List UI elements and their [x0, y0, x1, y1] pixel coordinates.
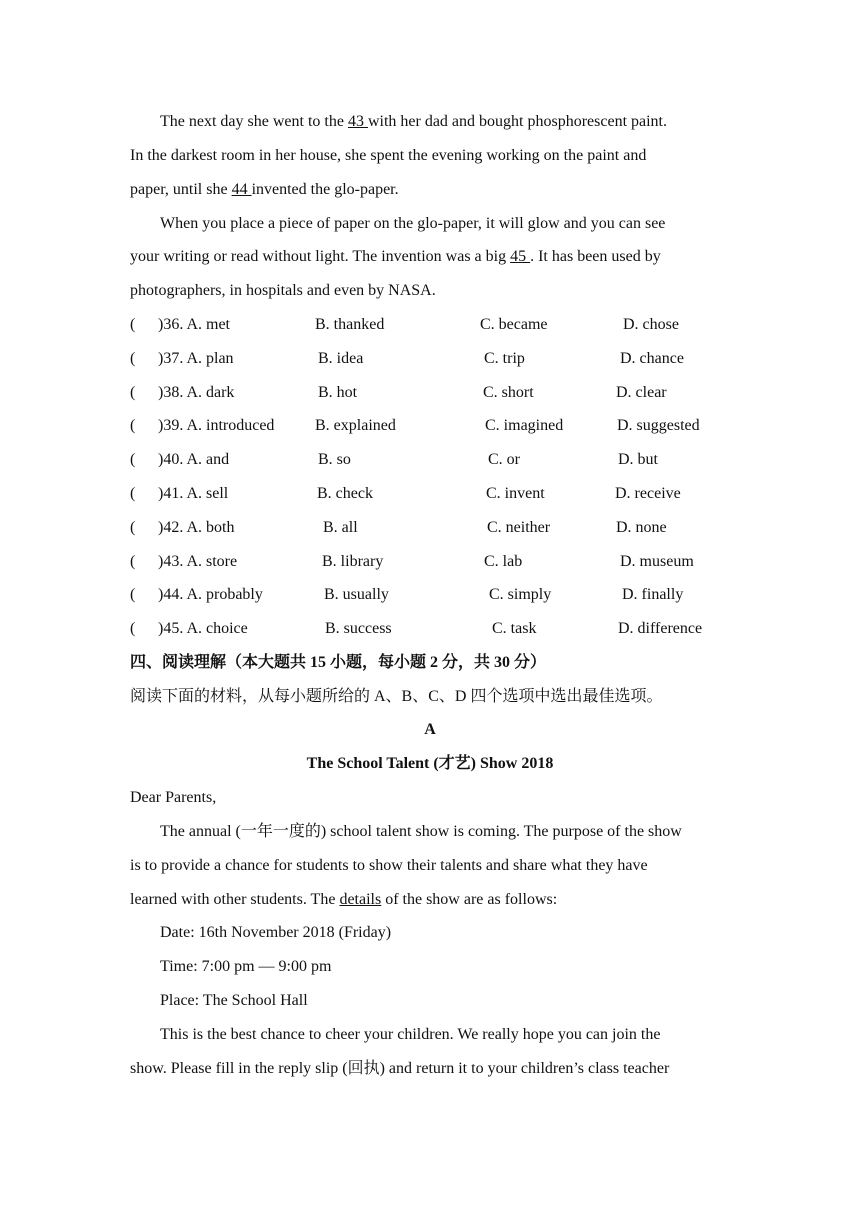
option-c: C. or	[488, 451, 520, 468]
event-place: Place: The School Hall	[160, 992, 308, 1009]
greeting: Dear Parents,	[130, 789, 217, 806]
event-time: Time: 7:00 pm — 9:00 pm	[160, 958, 332, 975]
option-a: )42. A. both	[158, 519, 235, 536]
text: learned with other students. The	[130, 891, 340, 908]
option-c: C. lab	[484, 553, 523, 570]
text: of the show are as follows:	[381, 891, 558, 908]
option-a: )41. A. sell	[158, 485, 229, 502]
option-b: B. so	[318, 451, 351, 468]
text: with her dad and bought phosphorescent paint.	[367, 113, 667, 130]
answer-paren[interactable]: (	[130, 553, 136, 570]
section-instruction: 阅读下面的材料，从每小题所给的 A、B、C、D 四个选项中选出最佳选项。	[130, 688, 663, 705]
option-a: )38. A. dark	[158, 384, 235, 401]
option-c: C. trip	[484, 350, 525, 367]
option-c: C. short	[483, 384, 534, 401]
passage-line: When you place a piece of paper on the glo-paper, it will glow and you can see	[160, 215, 666, 232]
option-d: D. none	[616, 519, 667, 536]
option-a: )40. A. and	[158, 451, 230, 468]
option-a: )36. A. met	[158, 316, 230, 333]
option-b: B. usually	[324, 586, 389, 603]
option-a: )44. A. probably	[158, 586, 263, 603]
passage-line	[130, 890, 557, 910]
answer-paren[interactable]: (	[130, 586, 136, 603]
text: invented the glo-paper.	[251, 181, 399, 198]
blank-44: 44	[231, 181, 252, 198]
option-a: )37. A. plan	[158, 350, 234, 367]
passage-line	[160, 112, 667, 132]
option-c: C. simply	[489, 586, 552, 603]
answer-paren[interactable]: (	[130, 384, 136, 401]
underlined-word: details	[339, 891, 382, 908]
event-date: Date: 16th November 2018 (Friday)	[160, 924, 392, 941]
passage-line: In the darkest room in her house, she spent the evening working on the paint and	[130, 147, 647, 164]
option-b: B. explained	[315, 417, 396, 434]
blank-43: 43	[347, 113, 368, 130]
option-c: C. task	[492, 620, 537, 637]
passage-line: The annual (一年一度的) school talent show is coming. The purpose of the show	[160, 823, 682, 840]
answer-paren[interactable]: (	[130, 350, 136, 367]
option-b: B. library	[322, 553, 384, 570]
option-d: D. receive	[615, 485, 681, 502]
option-d: D. chose	[623, 316, 679, 333]
option-a: )45. A. choice	[158, 620, 248, 637]
option-d: D. chance	[620, 350, 684, 367]
answer-paren[interactable]: (	[130, 620, 136, 637]
passage-line	[130, 180, 399, 200]
answer-paren[interactable]: (	[130, 485, 136, 502]
option-c: C. became	[480, 316, 548, 333]
passage-line: show. Please fill in the reply slip (回执) and return it to your children’s class teacher	[130, 1060, 670, 1077]
text: The next day she went to the	[160, 113, 348, 130]
text: your writing or read without light. The invention was a big	[130, 248, 511, 265]
option-b: B. hot	[318, 384, 358, 401]
section-heading: 四、阅读理解（本大题共 15 小题，每小题 2 分，共 30 分）	[130, 654, 547, 671]
option-d: D. suggested	[617, 417, 700, 434]
text: . It has been used by	[530, 248, 661, 265]
option-c: C. neither	[487, 519, 551, 536]
option-b: B. check	[317, 485, 373, 502]
answer-paren[interactable]: (	[130, 417, 136, 434]
option-b: B. success	[325, 620, 392, 637]
option-a: )39. A. introduced	[158, 417, 275, 434]
option-c: C. invent	[486, 485, 545, 502]
passage-line: photographers, in hospitals and even by NASA.	[130, 282, 436, 299]
passage-line: is to provide a chance for students to show their talents and share what they have	[130, 857, 648, 874]
answer-paren[interactable]: (	[130, 451, 136, 468]
option-a: )43. A. store	[158, 553, 238, 570]
passage-line: This is the best chance to cheer your children. We really hope you can join the	[160, 1026, 661, 1043]
option-d: D. but	[618, 451, 658, 468]
answer-paren[interactable]: (	[130, 519, 136, 536]
answer-paren[interactable]: (	[130, 316, 136, 333]
option-c: C. imagined	[485, 417, 564, 434]
option-d: D. finally	[622, 586, 684, 603]
blank-45: 45	[510, 248, 531, 265]
passage-label: A	[424, 721, 436, 738]
option-b: B. thanked	[315, 316, 385, 333]
option-b: B. idea	[318, 350, 364, 367]
option-d: D. difference	[618, 620, 703, 637]
option-d: D. museum	[620, 553, 694, 570]
passage-line	[130, 247, 661, 267]
passage-title: The School Talent (才艺) Show 2018	[306, 755, 554, 772]
option-d: D. clear	[616, 384, 667, 401]
text: paper, until she	[130, 181, 232, 198]
option-b: B. all	[323, 519, 358, 536]
